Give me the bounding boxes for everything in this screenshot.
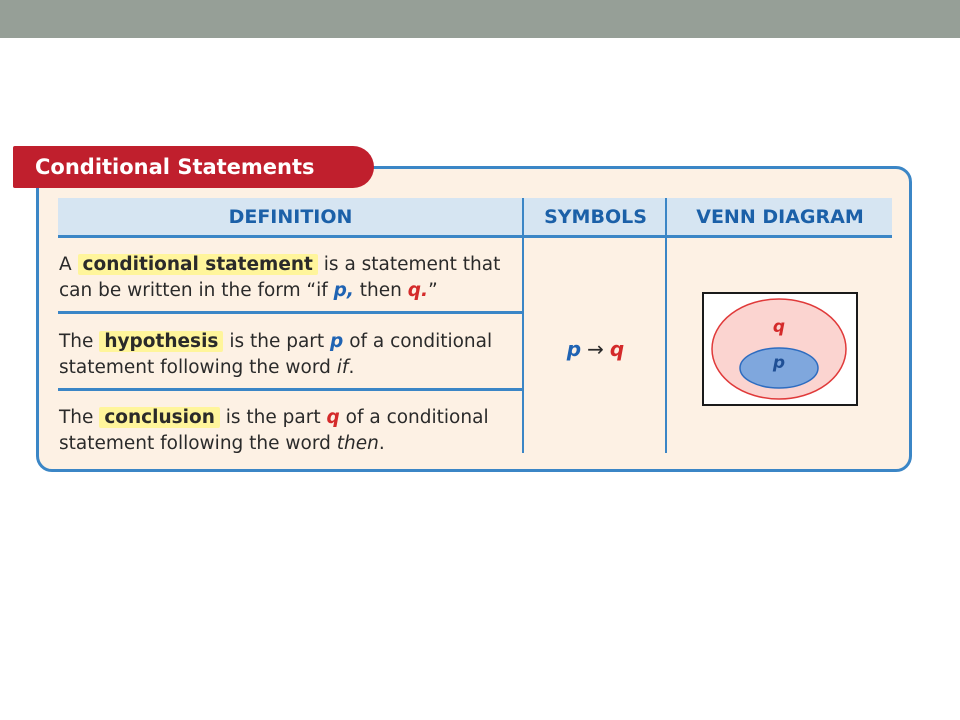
venn-diagram xyxy=(702,292,858,406)
row-divider-2 xyxy=(58,388,523,391)
venn-label-p: p xyxy=(772,353,786,373)
variable-q: q xyxy=(326,407,340,428)
definition-line: A conditional statement is a statement that xyxy=(59,254,501,275)
header-divider xyxy=(58,235,892,238)
symbol-q: q xyxy=(609,337,625,361)
top-bar xyxy=(0,0,960,38)
header-venn-diagram: VENN DIAGRAM xyxy=(696,206,864,228)
variable-q: q. xyxy=(407,280,429,301)
column-divider-2 xyxy=(665,198,667,453)
arrow-icon: → xyxy=(587,337,604,361)
variable-p: p, xyxy=(333,280,354,301)
header-definition: DEFINITION xyxy=(228,206,353,228)
conditional-symbol xyxy=(525,336,666,362)
definition-hypothesis xyxy=(59,329,521,381)
row-divider-1 xyxy=(58,311,523,314)
definition-line: statement following the word then. xyxy=(59,433,385,454)
term-highlight: conclusion xyxy=(99,407,220,428)
venn-label-q: q xyxy=(772,317,786,337)
column-divider-1 xyxy=(522,198,524,453)
variable-p: p xyxy=(330,331,344,352)
term-highlight: conditional statement xyxy=(78,254,318,275)
definition-conclusion xyxy=(59,405,521,457)
concept-title: Conditional Statements xyxy=(13,146,374,188)
definition-line: can be written in the form “if p, then q.” xyxy=(59,280,438,301)
definition-conditional-statement xyxy=(59,252,521,304)
symbol-p: p xyxy=(566,337,582,361)
definition-line: The hypothesis is the part p of a conditional xyxy=(59,331,493,352)
definition-line: statement following the word if. xyxy=(59,357,355,378)
term-highlight: hypothesis xyxy=(99,331,223,352)
header-symbols: SYMBOLS xyxy=(544,206,647,228)
definition-line: The conclusion is the part q of a conditional xyxy=(59,407,489,428)
